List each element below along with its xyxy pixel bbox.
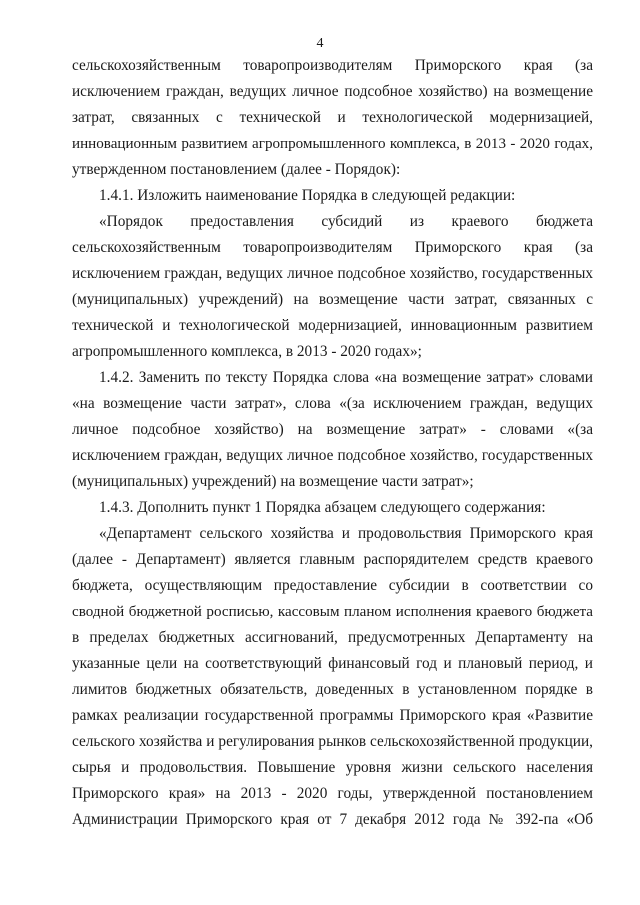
text-line: (муниципальных) учреждений) на возмещение части затрат, связанных с xyxy=(72,291,593,308)
text-line: «Департамент сельского хозяйства и продовольствия Приморского края xyxy=(99,525,593,542)
text-line: «Порядок предоставления субсидий из краевого бюджета xyxy=(99,213,593,230)
text-line: в пределах бюджетных ассигнований, предусмотренных Департаменту на xyxy=(72,629,593,646)
text-line: Приморского края» на 2013 - 2020 годы, утвержденной постановлением xyxy=(72,785,593,802)
text-line: исключением граждан, ведущих личное подсобное хозяйство, государственных xyxy=(72,265,593,282)
text-line: исключением граждан, ведущих личное подсобное хозяйство, государственных xyxy=(72,447,593,464)
text-line: рамках реализации государственной программы Приморского края «Развитие xyxy=(72,707,593,724)
text-line: 1.4.2. Заменить по тексту Порядка слова «на возмещение затрат» словами xyxy=(99,369,593,386)
text-line: сводной бюджетной росписью, кассовым планом исполнения краевого бюджета xyxy=(72,604,593,620)
text-line: агропромышленного комплекса, в 2013 - 2020 годах»; xyxy=(72,343,422,360)
page-number: 4 xyxy=(316,36,324,51)
text-line: сельского хозяйства и регулирования рынков сельскохозяйственной продукции, xyxy=(72,733,593,750)
text-line: затрат, связанных с технической и технологической модернизацией, xyxy=(72,109,593,126)
text-line: «на возмещение части затрат», слова «(за исключением граждан, ведущих xyxy=(72,395,593,412)
text-line: Администрации Приморского края от 7 декабря 2012 года № 392-па «Об xyxy=(72,811,593,828)
text-line: исключением граждан, ведущих личное подсобное хозяйство) на возмещение xyxy=(72,83,593,100)
text-line: сырья и продовольствия. Повышение уровня жизни сельского населения xyxy=(72,759,593,776)
text-line: сельскохозяйственным товаропроизводителям Приморского края (за xyxy=(72,57,593,74)
text-line: 1.4.3. Дополнить пункт 1 Порядка абзацем следующего содержания: xyxy=(99,499,546,516)
text-line: инновационным развитием агропромышленного комплекса, в 2013 - 2020 годах, xyxy=(72,136,593,152)
text-line: (муниципальных) учреждений) на возмещение части затрат»; xyxy=(72,473,474,490)
text-line: указанные цели на соответствующий финансовый год и плановый период, и xyxy=(72,655,593,672)
text-line: лимитов бюджетных обязательств, доведенных в установленном порядке в xyxy=(72,681,593,698)
text-line: технической и технологической модернизацией, инновационным развитием xyxy=(72,317,593,334)
text-line: сельскохозяйственным товаропроизводителям Приморского края (за xyxy=(72,239,593,256)
text-line: личное подсобное хозяйство) на возмещение затрат» - словами «(за xyxy=(72,421,593,438)
text-line: утвержденном постановлением (далее - Порядок): xyxy=(72,161,401,178)
text-line: 1.4.1. Изложить наименование Порядка в следующей редакции: xyxy=(99,187,516,204)
text-line: бюджета, осуществляющим предоставление субсидии в соответствии со xyxy=(72,577,593,594)
text-line: (далее - Департамент) является главным распорядителем средств краевого xyxy=(72,551,593,568)
